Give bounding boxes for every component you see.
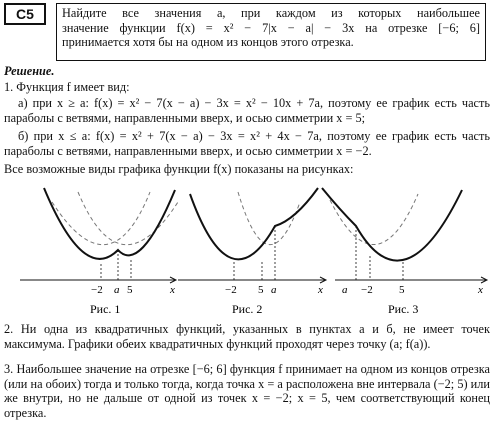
graph-figures xyxy=(0,180,493,330)
solution-point-1a: а) при x ≥ a: f(x) = x² − 7(x − a) − 3x = x² − 10x + 7a, поэтому ее график есть часть параболы с ветвями, направленными вверх, и осью симметрии x = 5; xyxy=(4,96,490,125)
figure-2-caption: Рис. 2 xyxy=(232,302,263,316)
problem-line-2: значение функции f(x) = x² − 7|x − a| − 3x на отрезке [−6; 6] xyxy=(62,20,480,35)
figure-3-label-5: 5 xyxy=(399,284,405,296)
solution-point-1b: б) при x ≤ a: f(x) = x² + 7(x − a) − 3x = x² + 4x − 7a, поэтому ее график есть часть параболы с ветвями, направленными вверх, и осью симметрии x = −2. xyxy=(4,129,490,158)
solution-heading: Решение. xyxy=(4,64,55,78)
problem-number-badge: C5 xyxy=(4,3,46,25)
figure-3-label-minus2: −2 xyxy=(361,284,373,296)
figure-1-label-a: a xyxy=(114,284,120,296)
solution-point-1: 1. Функция f имеет вид: xyxy=(4,80,130,94)
problem-statement-box xyxy=(56,3,486,61)
figure-1 xyxy=(20,188,178,316)
figure-1-caption: Рис. 1 xyxy=(90,302,121,316)
figure-3-graph xyxy=(322,188,462,261)
figure-1-dashed-parabola-right xyxy=(52,192,150,245)
figure-1-label-x: x xyxy=(170,284,175,296)
figures-intro: Все возможные виды графика функции f(x) показаны на рисунках: xyxy=(4,162,354,176)
figure-3-label-x: x xyxy=(478,284,483,296)
figure-3-caption: Рис. 3 xyxy=(388,302,419,316)
figure-2-graph xyxy=(190,188,318,259)
problem-line-3: принимается хотя бы на одном из концов этого отрезка. xyxy=(62,35,354,49)
figure-2-label-a: a xyxy=(271,284,277,296)
figure-3 xyxy=(322,188,487,316)
solution-point-2: 2. Ни одна из квадратичных функций, указанных в пунктах а и б, не имеет точек максимума. Графики обеих квадратичных функций проходят через точку (a; f(a)). xyxy=(4,322,490,351)
figure-2 xyxy=(178,188,326,316)
figure-1-graph xyxy=(44,188,175,259)
figure-3-dashed-parabola xyxy=(330,194,418,245)
figure-2-label-5: 5 xyxy=(258,284,264,296)
figure-2-label-minus2: −2 xyxy=(225,284,237,296)
figure-1-label-minus2: −2 xyxy=(91,284,103,296)
figure-2-label-x: x xyxy=(318,284,323,296)
solution-point-3: 3. Наибольшее значение на отрезке [−6; 6] функция f принимает на одном из концов отрезка (или на обоих) тогда и только тогда, когда точка x = a расположена вне интервала (−2; 5) или же внутри, но не дальше от одной из точек x = −2; x = 5, чем соответствующий конец отрезка. xyxy=(4,362,490,420)
figure-1-label-5: 5 xyxy=(127,284,133,296)
problem-line-1: Найдите все значения a, при каждом из которых наибольшее xyxy=(62,6,480,20)
figure-3-label-a: a xyxy=(342,284,348,296)
